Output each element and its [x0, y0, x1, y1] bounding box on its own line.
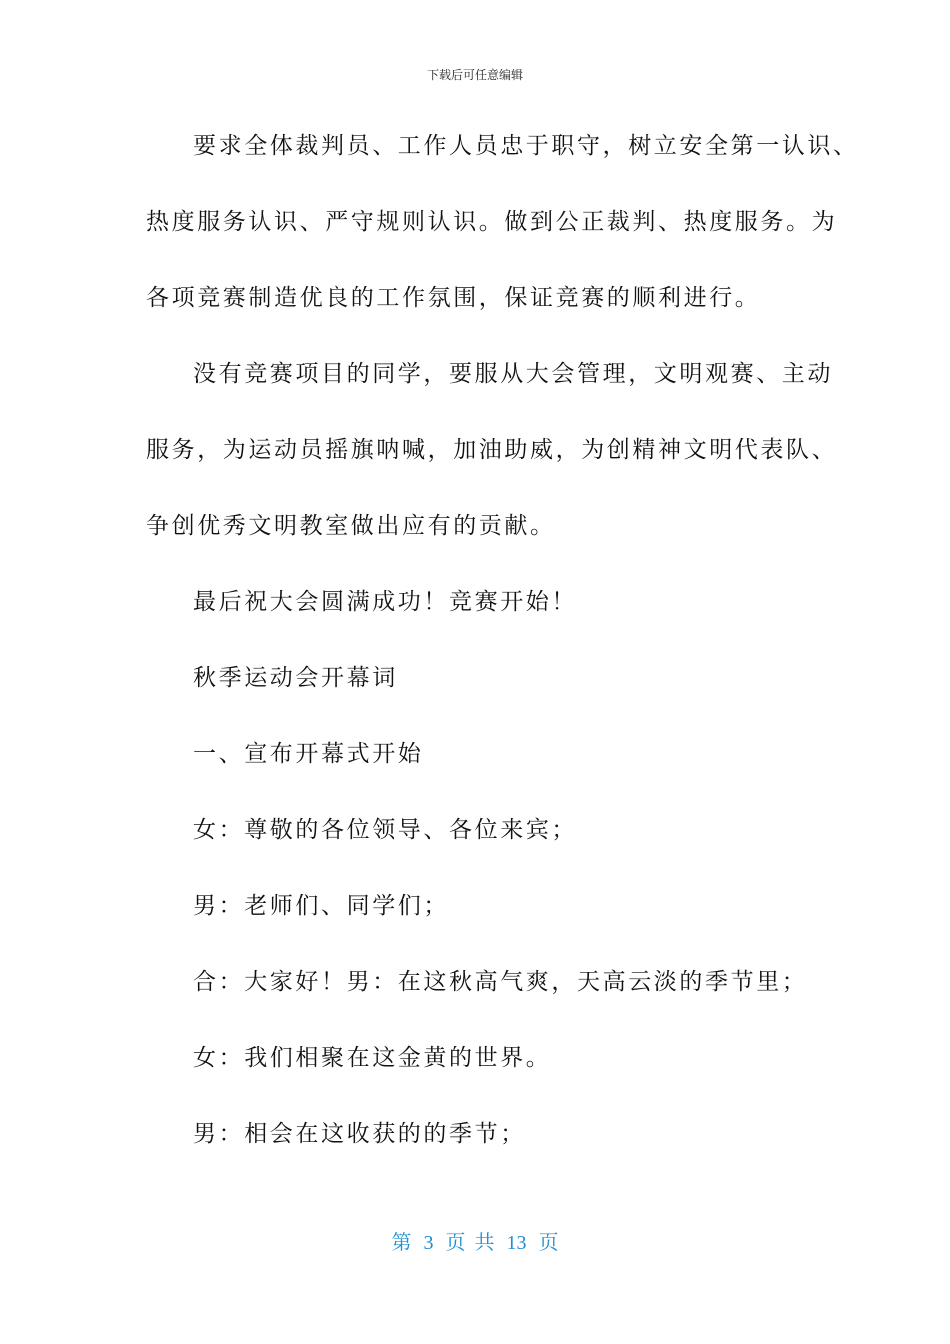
paragraph-line: 服务，为运动员摇旗呐喊，加油助威，为创精神文明代表队、 — [146, 437, 838, 463]
page-header-note: 下载后可任意编辑 — [426, 68, 523, 82]
section-title: 秋季运动会开幕词 — [193, 665, 398, 691]
paragraph-line: 各项竞赛制造优良的工作氛围，保证竞赛的顺利进行。 — [146, 285, 761, 311]
document-body — [146, 124, 859, 1188]
paragraph-line: 没有竞赛项目的同学，要服从大会管理，文明观赛、主动 — [193, 361, 833, 387]
dialogue-line: 男：相会在这收获的的季节； — [193, 1121, 526, 1147]
footer-label-page: 第 — [391, 1232, 412, 1254]
section-heading: 一、宣布开幕式开始 — [193, 741, 424, 767]
footer-total-pages: 13 — [506, 1232, 527, 1254]
dialogue-line: 男：老师们、同学们； — [193, 893, 449, 919]
footer-label-end: 页 — [538, 1232, 559, 1254]
dialogue-line: 合：大家好！男：在这秋高气爽，天高云淡的季节里； — [193, 969, 808, 995]
footer-current-page: 3 — [423, 1232, 434, 1254]
footer-label-of: 页 共 — [445, 1232, 495, 1254]
page-footer — [0, 1226, 950, 1255]
paragraph-line: 争创优秀文明教室做出应有的贡献。 — [146, 513, 556, 539]
dialogue-line: 女：尊敬的各位领导、各位来宾； — [193, 817, 577, 843]
paragraph-line: 热度服务认识、严守规则认识。做到公正裁判、热度服务。为 — [146, 209, 838, 235]
dialogue-line: 女：我们相聚在这金黄的世界。 — [193, 1045, 552, 1071]
paragraph-line: 要求全体裁判员、工作人员忠于职守，树立安全第一认识、 — [193, 133, 859, 159]
paragraph-line: 最后祝大会圆满成功！竞赛开始！ — [193, 589, 577, 615]
